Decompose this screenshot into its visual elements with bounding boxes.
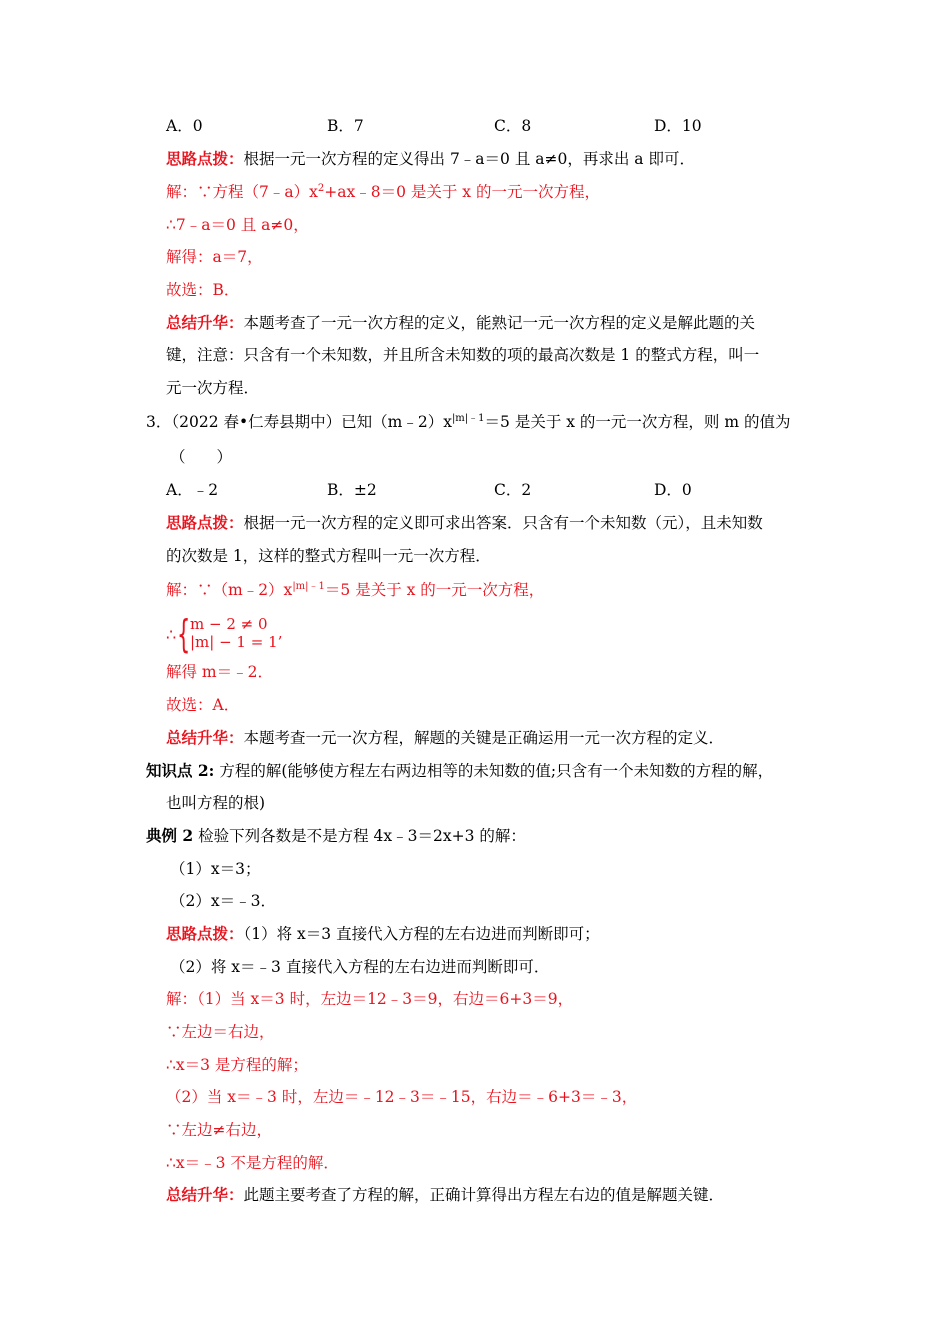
hint-text: 根据一元一次方程的定义即可求出答案．只含有一个未知数（元），且未知数 <box>243 514 763 532</box>
exponent: |m|﹣1 <box>451 413 485 424</box>
stem-text: 3．（2022 春•仁寿县期中）已知（m﹣2）x <box>146 413 452 431</box>
q2-option-b: B．7 <box>327 117 364 135</box>
solution-text: 解：∵（m﹣2）x <box>166 581 293 599</box>
example-2-solution-3: ∴x＝3 是方程的解； <box>166 1056 308 1074</box>
q2-solution-line-2: ∴7﹣a＝0 且 a≠0， <box>166 216 309 234</box>
q2-summary-line-3: 元一次方程． <box>166 379 260 397</box>
q3-answer-blank: （ ） <box>170 448 233 466</box>
knowledge-point-text: 方程的解(能够使方程左右两边相等的未知数的值;只含有一个未知数的方程的解， <box>219 762 774 780</box>
q2-solution-line-1 <box>166 181 600 203</box>
solution-text: 解：∵方程（7﹣a）x <box>166 183 318 201</box>
q3-option-a: A．﹣2 <box>166 481 219 499</box>
q2-hint <box>166 148 695 170</box>
example-label: 典例 2 <box>146 826 194 845</box>
hint-text: 根据一元一次方程的定义得出 7﹣a＝0 且 a≠0，再求出 a 即可． <box>243 150 695 168</box>
solution-text: +ax﹣8＝0 是关于 x 的一元一次方程， <box>324 183 600 201</box>
example-2-part-2: （2）x＝﹣3． <box>170 892 276 910</box>
q2-summary <box>166 312 755 334</box>
exponent: 2 <box>317 183 325 194</box>
q3-hint <box>166 512 763 534</box>
summary-label: 总结升华： <box>166 1185 244 1204</box>
system-row-2: |m| − 1 = 1’ <box>190 633 283 651</box>
example-2-solution-4: （2）当 x＝﹣3 时，左边＝﹣12﹣3＝﹣15，右边＝﹣6+3＝﹣3， <box>166 1088 638 1106</box>
example-2-hint <box>166 923 600 945</box>
example-2-solution-6: ∴x＝﹣3 不是方程的解． <box>166 1154 339 1172</box>
example-2-hint-line-2: （2）将 x＝﹣3 直接代入方程的左右边进而判断即可． <box>170 958 550 976</box>
q3-summary <box>166 727 724 749</box>
q3-stem <box>146 411 790 433</box>
q2-answer: 故选：B． <box>166 281 240 299</box>
q2-solution-line-3: 解得：a＝7， <box>166 248 263 266</box>
q2-summary-line-2: 键，注意：只含有一个未知数，并且所含未知数的项的最高次数是 1 的整式方程，叫一 <box>166 346 760 364</box>
q3-option-b: B．±2 <box>327 481 377 499</box>
example-2-solution-1: 解：（1）当 x＝3 时，左边＝12﹣3＝9，右边＝6+3＝9， <box>166 990 574 1008</box>
summary-text: 此题主要考查了方程的解，正确计算得出方程左右边的值是解题关键． <box>243 1186 725 1204</box>
example-2-stem <box>146 825 526 847</box>
summary-label: 总结升华： <box>166 313 244 332</box>
example-text: 检验下列各数是不是方程 4x﹣3＝2x+3 的解： <box>198 827 526 845</box>
summary-text: 本题考查一元一次方程，解题的关键是正确运用一元一次方程的定义． <box>243 729 725 747</box>
summary-label: 总结升华： <box>166 728 244 747</box>
example-2-part-1: （1）x＝3； <box>170 860 261 878</box>
stem-text: ＝5 是关于 x 的一元一次方程，则 m 的值为 <box>484 413 791 431</box>
equation-system <box>166 612 286 656</box>
exponent: |m|﹣1 <box>292 581 325 592</box>
hint-text: （1）将 x＝3 直接代入方程的左右边进而判断即可； <box>243 925 600 943</box>
q3-option-d: D．0 <box>654 481 692 499</box>
summary-text: 本题考查了一元一次方程的定义，能熟记一元一次方程的定义是解此题的关 <box>243 314 756 332</box>
hint-label: 思路点拨： <box>166 513 244 532</box>
knowledge-point-label: 知识点 2: <box>146 761 215 780</box>
knowledge-point-2 <box>146 760 773 782</box>
solution-text: ＝5 是关于 x 的一元一次方程， <box>324 581 545 599</box>
q3-solution-line-3: 解得 m＝﹣2． <box>166 663 273 681</box>
q3-solution-line-1 <box>166 579 544 601</box>
left-brace-icon: { <box>177 612 191 656</box>
q3-hint-line-2: 的次数是 1，这样的整式方程叫一元一次方程． <box>166 547 491 565</box>
example-2-solution-5: ∵左边≠右边， <box>166 1121 272 1139</box>
q2-option-d: D．10 <box>654 117 702 135</box>
hint-label: 思路点拨： <box>166 924 244 943</box>
q3-option-c: C．2 <box>494 481 532 499</box>
knowledge-point-2-line-2: 也叫方程的根) <box>166 794 266 812</box>
example-2-solution-2: ∵左边＝右边， <box>166 1023 275 1041</box>
q2-option-c: C．8 <box>494 117 532 135</box>
system-row-1: m − 2 ≠ 0 <box>190 615 268 633</box>
q3-answer: 故选：A． <box>166 696 240 714</box>
hint-label: 思路点拨： <box>166 149 244 168</box>
q2-option-a: A．0 <box>166 117 203 135</box>
therefore-symbol: ∴ <box>166 625 177 644</box>
example-2-summary <box>166 1184 724 1206</box>
